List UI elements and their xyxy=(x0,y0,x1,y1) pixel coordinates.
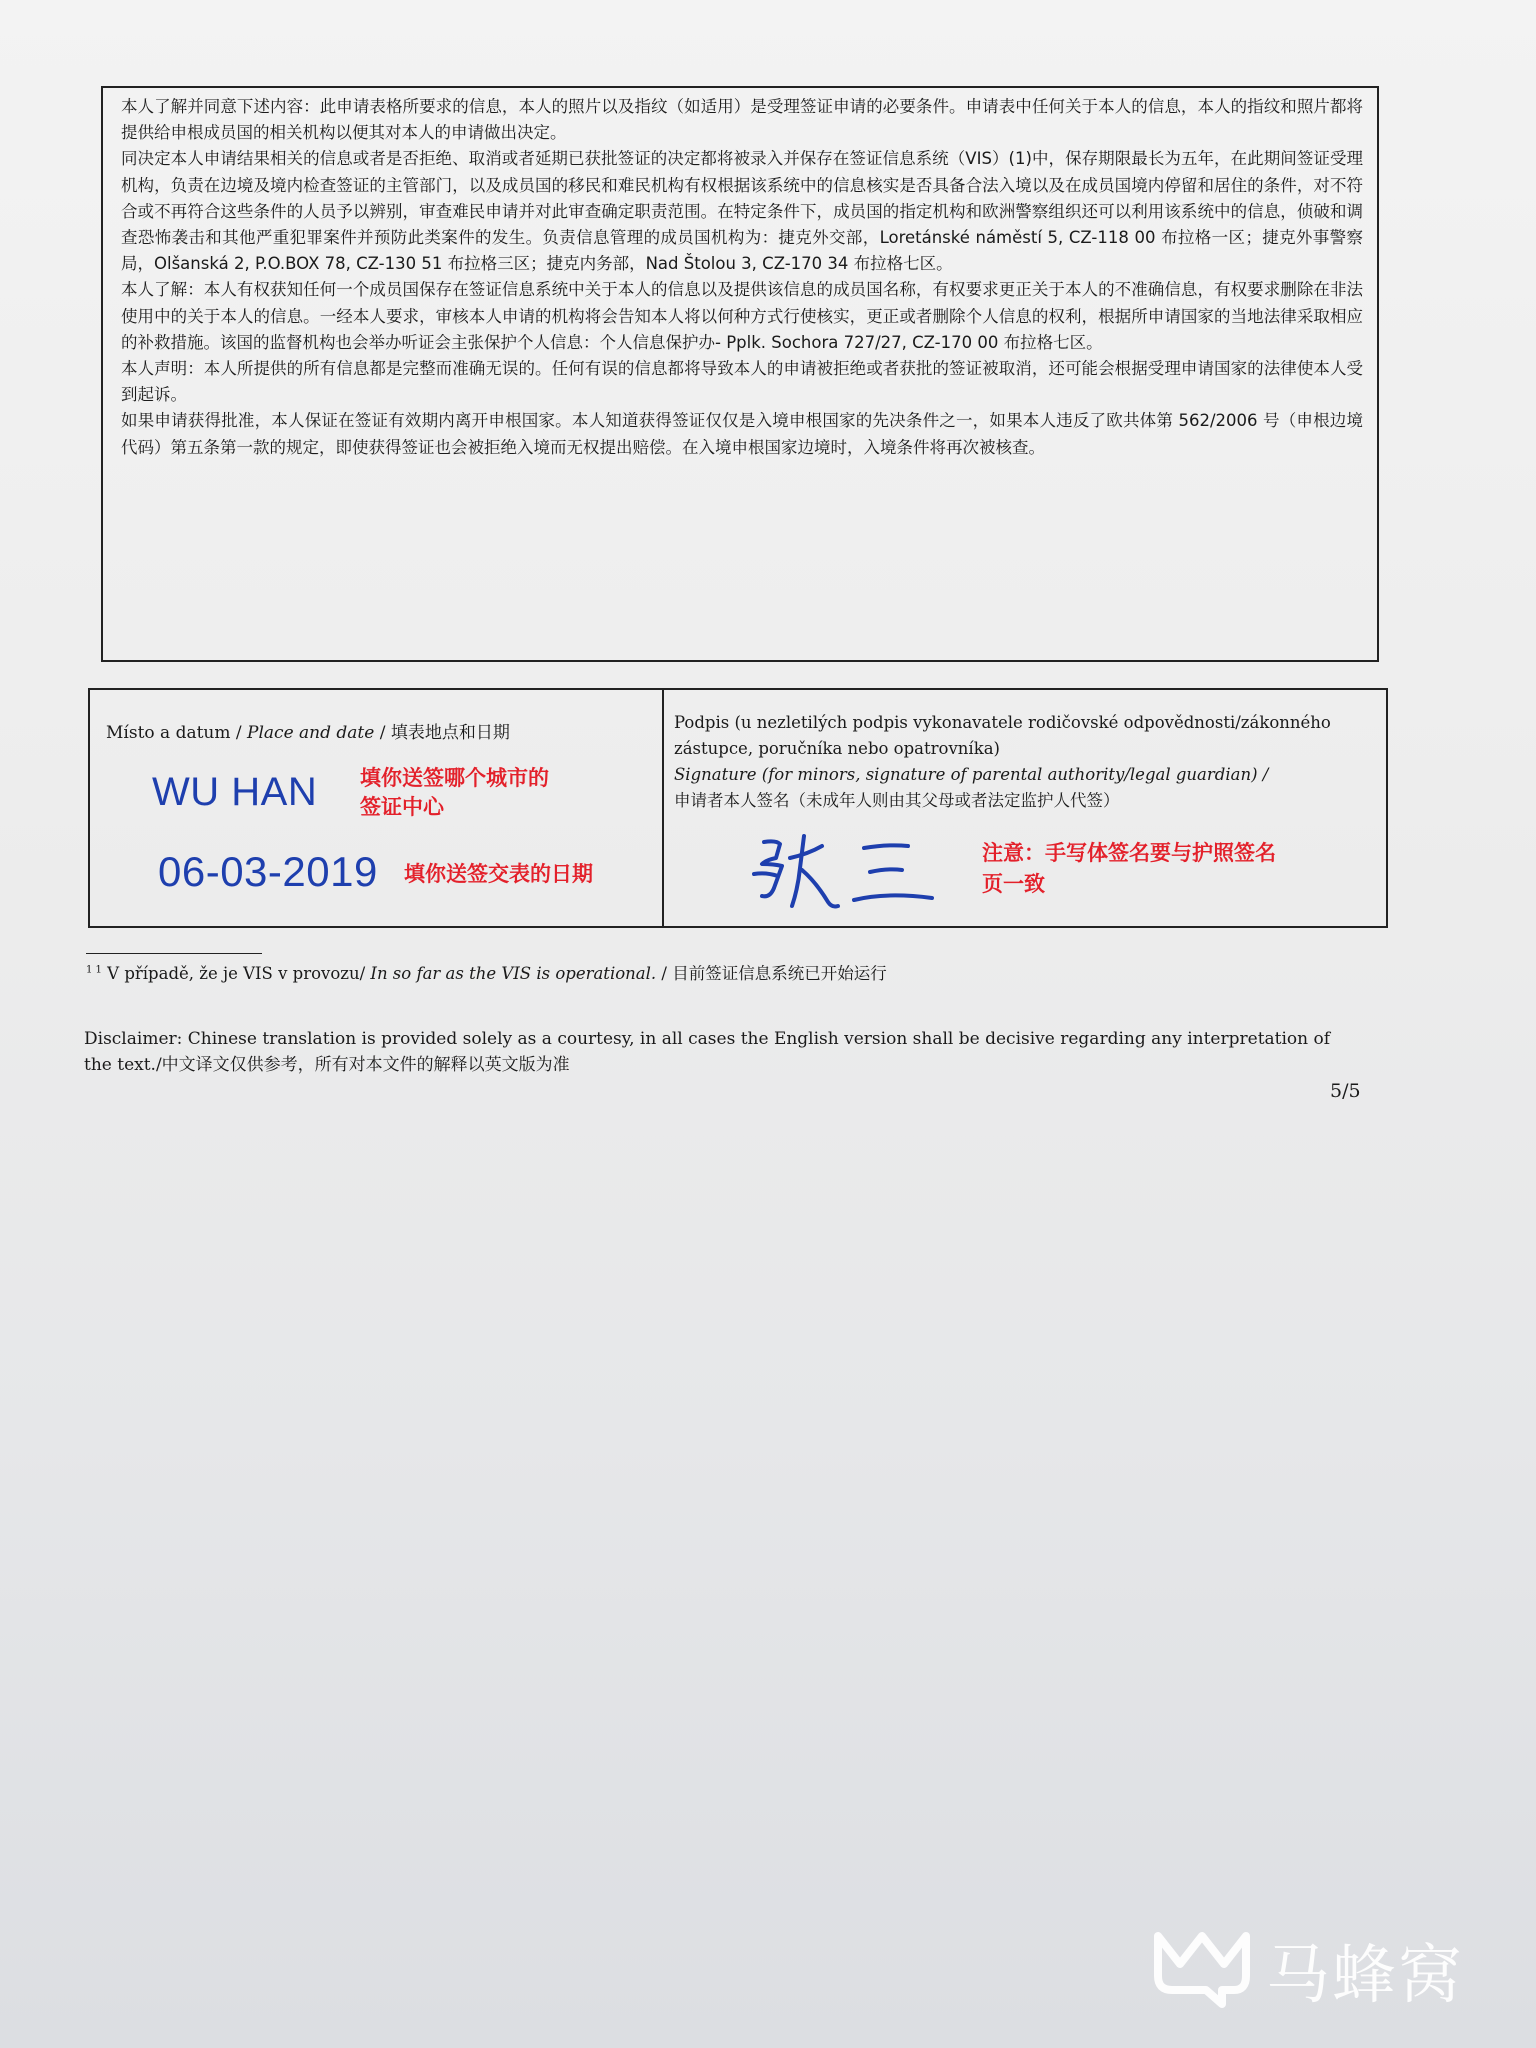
place-date-label-cn: / 填表地点和日期 xyxy=(374,723,510,743)
disclaimer: Disclaimer: Chinese translation is provided solely as a courtesy, in all cases the English version shall be decisive regarding any interpretation of the text./中文译文仅供参考，所有对本文件的解释以英文版为准 xyxy=(84,1029,1331,1075)
consent-paragraph: 同决定本人申请结果相关的信息或者是否拒绝、取消或者延期已获批签证的决定都将被录入并保存在签证信息系统（VIS）(1)中，保存期限最长为五年，在此期间签证受理机构，负责在边境及境内检查签证的主管部门，以及成员国的移民和难民机构有权根据该系统中的信息核实是否具备合法入境以及在成员国境内停留和居住的条件，对不符合或不再符合这些条件的人员予以辨别，审查难民申请并对此审查确定职责范围。在特定条件下，成员国的指定机构和欧洲警察组织还可以利用该系统中的信息，侦破和调查恐怖袭击和其他严重犯罪案件并预防此类案件的发生。负责信息管理的成员国机构为：捷克外交部，Loretánské náměstí 5, CZ-118 00 布拉格一区；捷克外事警察局，Olšanská 2, P.O.BOX 78, CZ-130 51 布拉格三区；捷克内务部，Nad Štolou 3, CZ-170 34 布拉格七区。 xyxy=(121,149,1363,274)
place-date-label xyxy=(106,718,510,743)
place-instruction-note: 填你送签哪个城市的签证中心 xyxy=(360,766,549,819)
signature-instruction-note: 注意：手写体签名要与护照签名页一致 xyxy=(982,841,1276,896)
signature-label-cn: 申请者本人签名（未成年人则由其父母或者法定监护人代签） xyxy=(674,791,1120,810)
place-date-label-en: Place and date xyxy=(247,723,375,743)
signature-label-en: Signature (for minors, signature of parental authority/legal guardian) / xyxy=(674,765,1269,784)
footnote: $^{1 1}$ V případě, že je VIS v provozu/ In so far as the VIS is operational. / 目前签证信息系统已开始运行 xyxy=(86,964,887,983)
consent-declaration-box xyxy=(101,86,1379,662)
watermark-text: 马蜂窝 xyxy=(1266,1939,1464,2013)
consent-paragraph: 本人了解并同意下述内容：此申请表格所要求的信息，本人的照片以及指纹（如适用）是受理签证申请的必要条件。申请表中任何关于本人的信息，本人的指纹和照片都将提供给申根成员国的相关机构以便其对本人的申请做出决定。 xyxy=(121,97,1363,143)
footnote-text-cz: V případě, že je VIS v provozu xyxy=(107,964,360,983)
footnote-marker: 1 1 xyxy=(86,964,102,976)
footnote-divider xyxy=(86,953,262,954)
date-value: 06-03-2019 xyxy=(158,848,378,895)
signature-cell[interactable] xyxy=(664,690,1386,926)
footnote-text-cn: / 目前签证信息系统已开始运行 xyxy=(656,964,887,983)
place-date-signature-table xyxy=(88,688,1388,928)
footnote-text-en: In so far as the VIS is operational. xyxy=(370,964,657,983)
consent-paragraph: 本人声明：本人所提供的所有信息都是完整而准确无误的。任何有误的信息都将导致本人的申请被拒绝或者获批的签证被取消，还可能会根据受理申请国家的法律使本人受到起诉。 xyxy=(121,359,1363,405)
date-instruction-note: 填你送签交表的日期 xyxy=(404,862,593,886)
place-date-label-cz: Místo a datum / xyxy=(106,723,248,743)
place-date-cell[interactable] xyxy=(90,690,664,926)
page-number: 5/5 xyxy=(1330,1080,1361,1102)
consent-paragraph: 如果申请获得批准，本人保证在签证有效期内离开申根国家。本人知道获得签证仅仅是入境申根国家的先决条件之一，如果本人违反了欧共体第 562/2006 号（申根边境代码）第五条第一款的规定，即使获得签证也会被拒绝入境而无权提出赔偿。在入境申根国家边境时，入境条件将再次被核查。 xyxy=(121,411,1363,457)
signature-label-cz: Podpis (u nezletilých podpis vykonavatele rodičovské odpovědnosti/zákonného zástupce, poručníka nebo opatrovníka) xyxy=(674,713,1331,758)
place-value: WU HAN xyxy=(152,770,318,814)
handwritten-signature xyxy=(746,828,946,918)
consent-paragraph: 本人了解：本人有权获知任何一个成员国保存在签证信息系统中关于本人的信息以及提供该信息的成员国名称，有权要求更正关于本人的不准确信息，有权要求删除在非法使用中的关于本人的信息。一经本人要求，审核本人申请的机构将会告知本人将以何种方式行使核实，更正或者删除个人信息的权利，根据所申请国家的当地法律采取相应的补救措施。该国的监督机构也会举办听证会主张保护个人信息：个人信息保护办- Pplk. Sochora 727/27, CZ-170 00 布拉格七区。 xyxy=(121,280,1363,352)
